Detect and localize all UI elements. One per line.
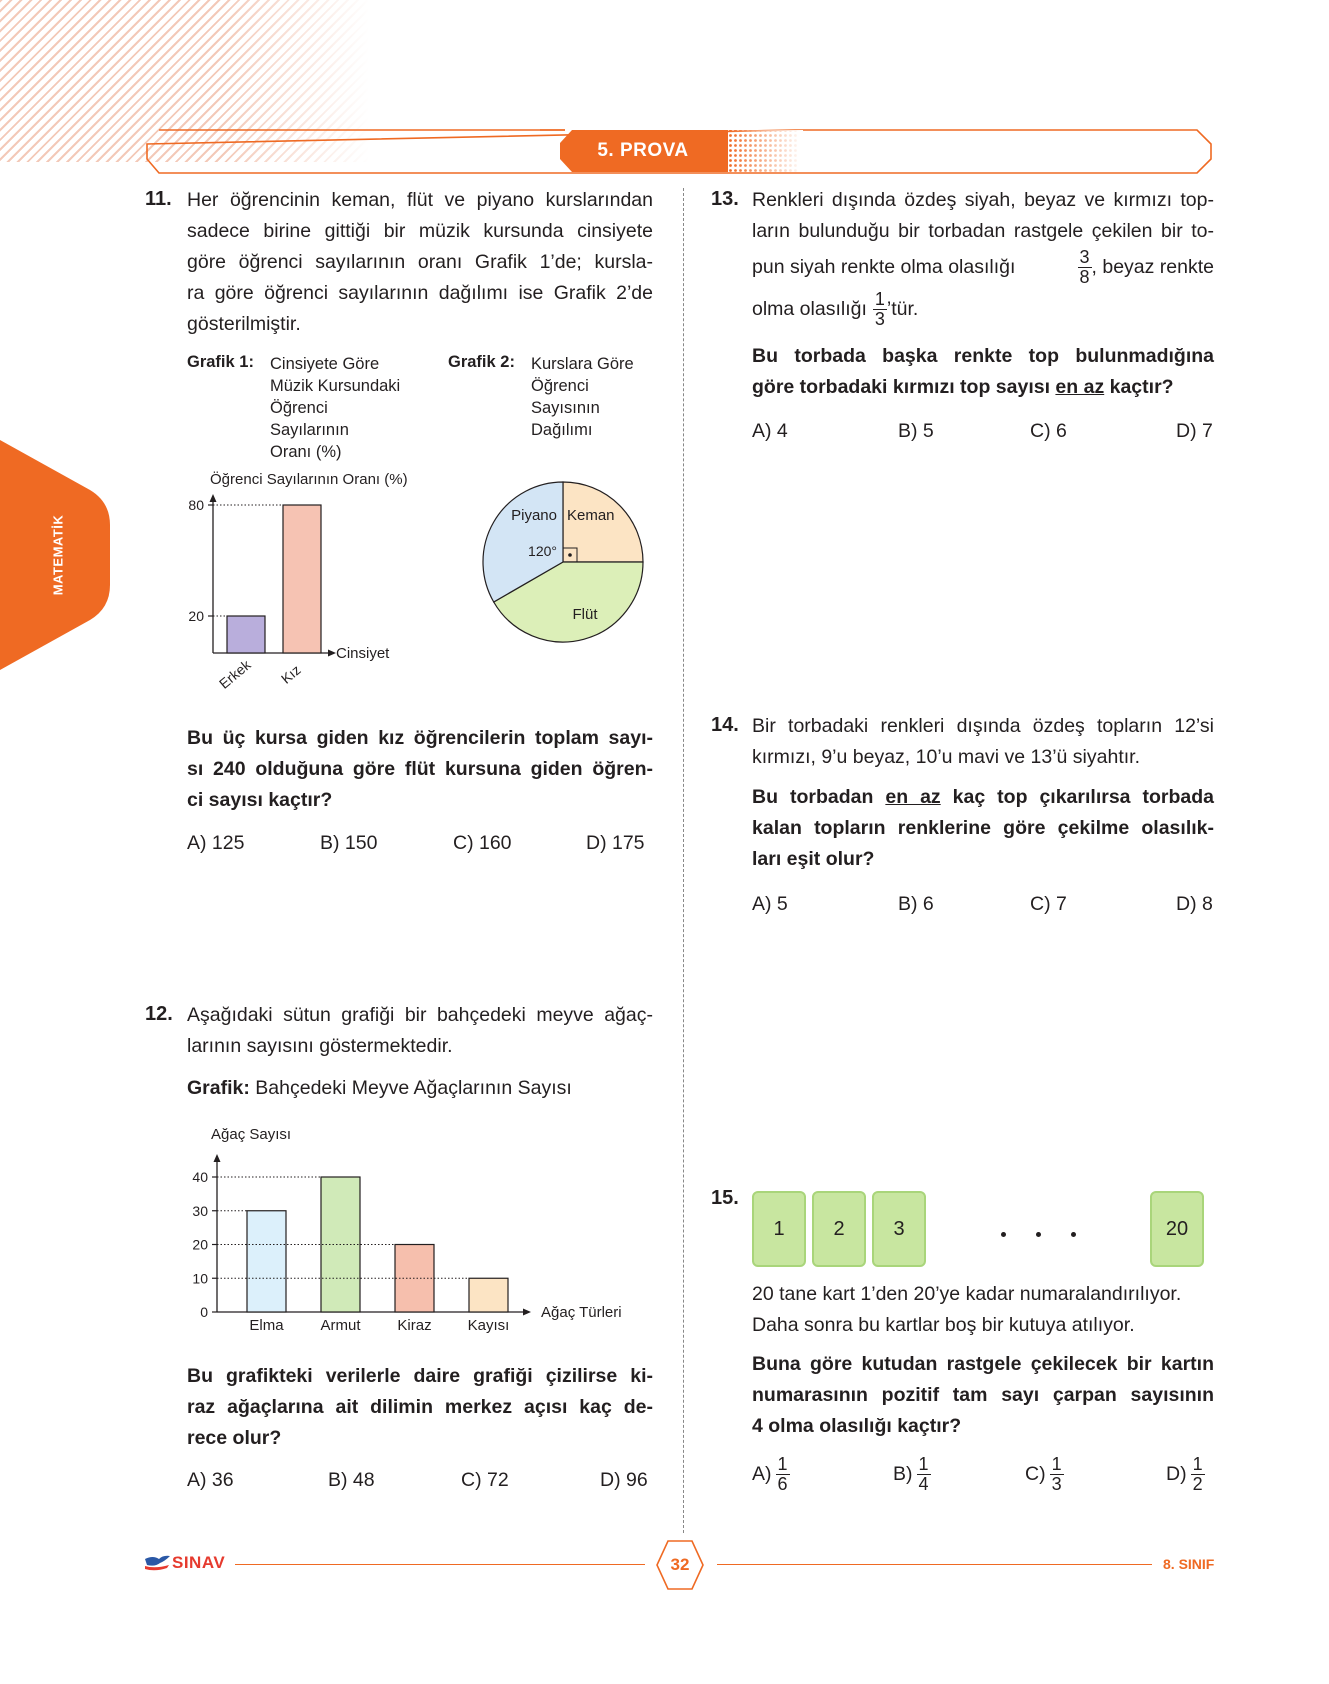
fraction-numerator: 3	[1079, 247, 1090, 267]
ellipsis-dot	[1036, 1232, 1041, 1237]
graph1-label: Grafik 1:	[187, 353, 254, 371]
ellipsis-dot	[1001, 1232, 1006, 1237]
graph2-title-line: Kurslara Göre	[531, 355, 634, 373]
q14-question-tail: kaç top çıkarılırsa torbada	[940, 786, 1214, 808]
graph1-title-line: Sayılarının	[270, 421, 349, 439]
footer-brand: SINAV	[172, 1553, 226, 1572]
option-fraction	[917, 1455, 931, 1494]
q13-option-c[interactable]: C) 6	[1030, 420, 1067, 442]
x-tick-label: Elma	[249, 1317, 284, 1334]
q12-option-b[interactable]: B) 48	[328, 1469, 375, 1491]
number-card: 1	[752, 1191, 806, 1267]
q13-line3	[752, 248, 1214, 287]
option-label: C)	[1025, 1463, 1046, 1485]
q15-question-line: Buna göre kutudan rastgele çekilecek bir kartın	[752, 1353, 1214, 1375]
graph2-title-line: Sayısının	[531, 399, 600, 417]
q14-option-c[interactable]: C) 7	[1030, 893, 1067, 915]
x-axis-label: Ağaç Türleri	[541, 1304, 622, 1321]
q13-question-line: Bu torbada başka renkte top bulunmadığına	[752, 345, 1214, 367]
pie-angle-label: 120°	[528, 543, 557, 559]
q11-option-a[interactable]: A) 125	[187, 832, 245, 854]
q15-number: 15.	[711, 1187, 739, 1209]
x-tick-label: Kayısı	[467, 1317, 510, 1334]
q15-question-line: 4 olma olasılığı kaçtır?	[752, 1415, 962, 1437]
option-label: A)	[752, 1463, 772, 1485]
right-angle-dot	[568, 553, 572, 557]
y-axis-label: Ağaç Sayısı	[211, 1126, 292, 1143]
number-card: 3	[872, 1191, 926, 1267]
fraction-numerator: 1	[874, 289, 885, 309]
graph1-title-line: Cinsiyete Göre	[270, 355, 380, 373]
q14-number: 14.	[711, 714, 739, 736]
q13-question	[752, 341, 1214, 403]
q13-line3-tail: , beyaz renkte	[1091, 256, 1214, 278]
q11-question-line: ci sayısı kaçtır?	[187, 789, 333, 811]
q11-line: sadece birine gittiği bir müzik kursunda cinsiyete	[187, 220, 653, 242]
q14-question-underlined: en az	[885, 786, 941, 808]
side-tab-label: MATEMATİK	[50, 514, 66, 596]
q11-line: ra göre öğrenci sayılarının dağılımı ise Grafik 2’de	[187, 282, 653, 304]
fraction-denominator: 6	[777, 1474, 788, 1494]
footer-rule-right	[717, 1564, 1152, 1565]
page-number: 32	[670, 1555, 690, 1574]
q14-question-line: kalan topların renklerine göre çekilme olasılık-	[752, 817, 1214, 839]
q13-line3-text: pun siyah renkte olma olasılığı	[752, 256, 1016, 278]
q14-line: kırmızı, 9’u beyaz, 10’u mavi ve 13’ü siyahtır.	[752, 746, 1141, 768]
pie-label-keman: Keman	[567, 507, 615, 524]
q11-line: göre öğrenci sayılarının oranı Grafik 1’de; kursla-	[187, 251, 653, 273]
pie-label-piyano: Piyano	[511, 507, 557, 524]
column-divider	[683, 188, 684, 1533]
y-tick-label: 40	[192, 1169, 208, 1185]
q14-text	[752, 711, 1214, 773]
q13-option-a[interactable]: A) 4	[752, 420, 788, 442]
q11-number: 11.	[145, 188, 172, 210]
option-fraction	[1191, 1455, 1205, 1494]
graph1-title-line: Öğrenci	[270, 399, 328, 417]
ellipsis-dot	[1071, 1232, 1076, 1237]
q13-line4-text: olma olasılığı	[752, 298, 867, 320]
q11-option-d[interactable]: D) 175	[586, 832, 645, 854]
y-tick-label: 20	[192, 1236, 208, 1253]
fraction-numerator: 1	[918, 1454, 929, 1474]
y-tick-label: 30	[192, 1202, 208, 1219]
q13-question-underlined: en az	[1055, 376, 1105, 398]
q11-line: Her öğrencinin keman, flüt ve piyano kurslarından	[187, 189, 653, 211]
q12-line: larının sayısını göstermektedir.	[187, 1035, 453, 1057]
y-axis-arrow	[214, 1154, 221, 1162]
q12-option-a[interactable]: A) 36	[187, 1469, 234, 1491]
y-axis-label: Öğrenci Sayılarının Oranı (%)	[210, 471, 408, 488]
fruit-trees-bar-chart	[175, 1120, 645, 1340]
x-tick-label: Armut	[320, 1317, 361, 1334]
y-tick-label: 80	[188, 497, 204, 513]
q12-graph-caption	[187, 1073, 572, 1104]
q13-option-b[interactable]: B) 5	[898, 420, 934, 442]
bar-elma	[247, 1211, 286, 1312]
option-fraction	[776, 1455, 790, 1494]
y-tick-label: 0	[200, 1304, 208, 1320]
graph1-title-line: Müzik Kursundaki	[270, 377, 401, 395]
q12-question-line: raz ağaçlarına ait dilimin merkez açısı kaç de-	[187, 1396, 653, 1418]
option-label: B)	[893, 1463, 913, 1485]
q14-question-line1	[752, 782, 1214, 813]
x-axis-arrow	[523, 1309, 531, 1316]
q15-option-c[interactable]	[1025, 1455, 1064, 1494]
q12-option-c[interactable]: C) 72	[461, 1469, 509, 1491]
q12-question	[187, 1361, 653, 1454]
q15-line: 20 tane kart 1’den 20’ye kadar numaralandırılıyor.	[752, 1283, 1182, 1305]
footer-grade: 8. SINIF	[1163, 1556, 1215, 1572]
footer-rule-left	[235, 1564, 645, 1565]
bar-kız	[283, 505, 321, 653]
q11-option-c[interactable]: C) 160	[453, 832, 512, 854]
number-card: 20	[1150, 1191, 1204, 1267]
fraction-denominator: 3	[1051, 1474, 1062, 1494]
graph2-label: Grafik 2:	[448, 353, 515, 371]
q12-graph-title: Bahçedeki Meyve Ağaçlarının Sayısı	[255, 1077, 572, 1099]
y-tick-label: 20	[188, 608, 204, 624]
q14-option-b[interactable]: B) 6	[898, 893, 934, 915]
q11-line: gösterilmiştir.	[187, 313, 301, 335]
x-tick-label: Erkek	[215, 656, 254, 692]
number-card: 2	[812, 1191, 866, 1267]
q14-question-line: ları eşit olur?	[752, 848, 875, 870]
q14-line: Bir torbadaki renkleri dışında özdeş topların 12’si	[752, 715, 1214, 737]
q13-question-tail: kaçtır?	[1104, 376, 1174, 398]
q11-question-line: sı 240 olduğuna göre flüt kursuna giden öğren-	[187, 758, 653, 780]
q13-line: ların bulunduğu bir torbadan rastgele çekilen bir to-	[752, 220, 1214, 242]
option-label: D)	[1166, 1463, 1187, 1485]
y-axis-arrow	[210, 494, 217, 502]
fraction-denominator: 8	[1079, 267, 1090, 287]
header-title: 5. PROVA	[597, 140, 689, 161]
q14-option-a[interactable]: A) 5	[752, 893, 788, 915]
q15-option-a[interactable]	[752, 1455, 790, 1494]
q13-question-line2	[752, 372, 1214, 403]
q12-number: 12.	[145, 1003, 173, 1025]
y-tick-label: 10	[192, 1270, 208, 1287]
q15-question	[752, 1349, 1214, 1442]
q13-fraction-black	[1078, 248, 1092, 287]
courses-pie-chart	[460, 478, 660, 668]
q11-option-b[interactable]: B) 150	[320, 832, 378, 854]
graph2-title-line: Dağılımı	[531, 421, 593, 439]
q11-text	[187, 185, 653, 340]
brand-bird-icon	[145, 1553, 170, 1573]
q13-line4-tail: ’tür.	[886, 298, 919, 320]
x-tick-label: Kız	[277, 661, 304, 687]
q15-option-b[interactable]	[893, 1455, 931, 1494]
q13-number: 13.	[711, 188, 739, 210]
q14-question-text: Bu torbadan	[752, 786, 886, 808]
fraction-denominator: 3	[874, 309, 885, 329]
fraction-denominator: 4	[918, 1474, 929, 1494]
q13-fraction-white	[873, 290, 887, 329]
bar-kayısı	[469, 1278, 508, 1312]
q12-question-line: Bu grafikteki verilerle daire grafiği çizilirse ki-	[187, 1365, 653, 1387]
q12-question-line: rece olur?	[187, 1427, 282, 1449]
graph1-title	[270, 353, 400, 463]
pie-label-flut: Flüt	[572, 606, 598, 623]
q15-option-d[interactable]	[1166, 1455, 1205, 1494]
fraction-denominator: 2	[1192, 1474, 1203, 1494]
x-tick-label: Kiraz	[397, 1317, 432, 1334]
q12-text	[187, 1000, 653, 1062]
q13-text	[752, 185, 1214, 247]
q11-question-line: Bu üç kursa giden kız öğrencilerin toplam sayı-	[187, 727, 653, 749]
q14-question	[752, 782, 1214, 875]
q13-question-text: göre torbadaki kırmızı top sayısı	[752, 376, 1056, 398]
graph2-title	[531, 353, 634, 441]
q15-text	[752, 1279, 1214, 1341]
q13-option-d[interactable]: D) 7	[1176, 420, 1213, 442]
graph2-title-line: Öğrenci	[531, 377, 589, 395]
bar-erkek	[227, 616, 265, 653]
q15-line: Daha sonra bu kartlar boş bir kutuya atılıyor.	[752, 1314, 1135, 1336]
x-axis-arrow	[328, 650, 336, 657]
fraction-numerator: 1	[1051, 1454, 1062, 1474]
q11-question	[187, 723, 653, 816]
option-fraction	[1050, 1455, 1064, 1494]
q15-question-line: numarasının pozitif tam sayı çarpan sayısının	[752, 1384, 1214, 1406]
graph1-title-line: Oranı (%)	[270, 443, 342, 461]
fraction-numerator: 1	[1192, 1454, 1203, 1474]
gender-bar-chart	[175, 468, 445, 703]
q14-option-d[interactable]: D) 8	[1176, 893, 1213, 915]
x-axis-label: Cinsiyet	[336, 645, 390, 662]
q13-line: Renkleri dışında özdeş siyah, beyaz ve kırmızı top-	[752, 189, 1214, 211]
q13-line4	[752, 290, 918, 329]
q12-option-d[interactable]: D) 96	[600, 1469, 648, 1491]
q12-graph-label: Grafik:	[187, 1077, 250, 1099]
q12-line: Aşağıdaki sütun grafiği bir bahçedeki meyve ağaç-	[187, 1004, 653, 1026]
fraction-numerator: 1	[777, 1454, 788, 1474]
